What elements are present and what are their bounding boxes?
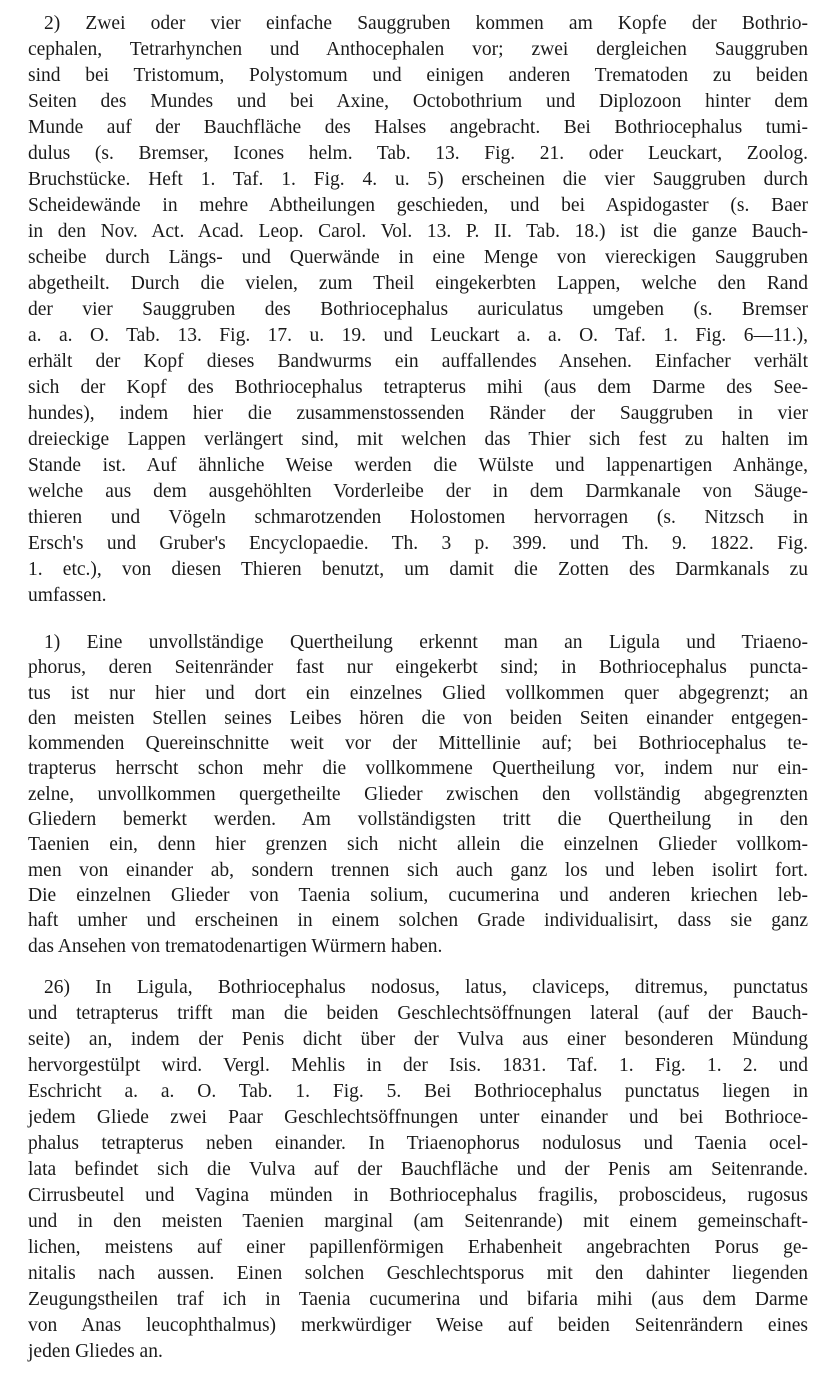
text-line: Die einzelnen Glieder von Taenia solium, cucumerina und anderen kriechen leb- <box>28 884 808 906</box>
text-line: phalus tetrapterus neben einander. In Triaenophorus nodulosus und Taenia ocel- <box>28 1133 808 1154</box>
text-line: phorus, deren Seitenränder fast nur eingekerbt sind; in Bothriocephalus puncta- <box>28 657 808 679</box>
text-line: in den Nov. Act. Acad. Leop. Carol. Vol. 13. P. II. Tab. 18.) ist die ganze Bauch- <box>28 221 808 242</box>
text-line: seite) an, indem der Penis dicht über der Vulva aus einer besonderen Mündung <box>28 1029 808 1050</box>
text-line: Scheidewände in mehre Abtheilungen geschieden, und bei Aspidogaster (s. Baer <box>28 195 808 216</box>
text-line: der vier Sauggruben des Bothriocephalus auriculatus umgeben (s. Bremser <box>28 299 808 320</box>
text-line: sich der Kopf des Bothriocephalus tetrapterus mihi (aus dem Darme des See- <box>28 377 808 398</box>
text-line: sind bei Tristomum, Polystomum und einigen anderen Trematoden zu beiden <box>28 65 808 86</box>
text-line: lata befindet sich die Vulva auf der Bauchfläche und der Penis am Seitenrande. <box>28 1159 808 1180</box>
footnote-26-paragraph <box>28 975 808 1365</box>
text-line: Eschricht a. a. O. Tab. 1. Fig. 5. Bei Bothriocephalus punctatus liegen in <box>28 1081 808 1102</box>
text-line: hervorgestülpt wird. Vergl. Mehlis in der Isis. 1831. Taf. 1. Fig. 1. 2. und <box>28 1055 808 1076</box>
footnote-2-paragraph <box>28 11 808 609</box>
text-line: Munde auf der Bauchfläche des Halses angebracht. Bei Bothriocephalus tumi- <box>28 117 808 138</box>
text-line: erhält der Kopf dieses Bandwurms ein auffallendes Ansehen. Einfacher verhält <box>28 351 808 372</box>
text-line: hundes), indem hier die zusammenstossenden Ränder der Sauggruben in vier <box>28 403 808 424</box>
text-line: jedem Gliede zwei Paar Geschlechtsöffnungen unter einander und bei Bothrioce- <box>28 1107 808 1128</box>
text-line: den meisten Stellen seines Leibes hören die von beiden Seiten einander entgegen- <box>28 707 808 729</box>
footnote-1-paragraph <box>28 630 808 959</box>
text-line: Cirrusbeutel und Vagina münden in Bothriocephalus fragilis, proboscideus, rugosus <box>28 1185 808 1206</box>
text-line: und in den meisten Taenien marginal (am Seitenrande) mit einem gemeinschaft- <box>28 1211 808 1232</box>
text-line: lichen, meistens auf einer papillenförmigen Erhabenheit angebrachten Porus ge- <box>28 1237 808 1258</box>
text-line: Taenien ein, denn hier grenzen sich nicht allein die einzelnen Glieder vollkom- <box>28 834 808 856</box>
text-line: tus ist nur hier und dort ein einzelnes Glied vollkommen quer abgegrenzt; an <box>28 682 808 704</box>
text-line: a. a. O. Tab. 13. Fig. 17. u. 19. und Leuckart a. a. O. Taf. 1. Fig. 6—11.), <box>28 325 808 346</box>
text-line: Zeugungstheilen traf ich in Taenia cucumerina und bifaria mihi (aus dem Darme <box>28 1289 808 1310</box>
text-line: scheibe durch Längs- und Querwände in eine Menge von viereckigen Sauggruben <box>28 247 808 268</box>
text-line: Bruchstücke. Heft 1. Taf. 1. Fig. 4. u. 5) erscheinen die vier Sauggruben durch <box>28 169 808 190</box>
text-line: Stande ist. Auf ähnliche Weise werden die Wülste und lappenartigen Anhänge, <box>28 455 808 476</box>
text-line: dulus (s. Bremser, Icones helm. Tab. 13. Fig. 21. oder Leuckart, Zoolog. <box>28 143 808 164</box>
text-line: zelne, unvollkommen quergetheilte Glieder zwischen den vollständig abgegrenzten <box>28 783 808 805</box>
text-line: kommenden Quereinschnitte weit vor der Mittellinie auf; bei Bothriocephalus te- <box>28 733 808 755</box>
text-line: 2) Zwei oder vier einfache Sauggruben kommen am Kopfe der Bothrio- <box>44 13 808 34</box>
text-line: 1. etc.), von diesen Thieren benutzt, um damit die Zotten des Darmkanals zu <box>28 559 808 580</box>
text-line: von Anas leucophthalmus) merkwürdiger Weise auf beiden Seitenrändern eines <box>28 1315 808 1336</box>
text-line: thieren und Vögeln schmarotzenden Holostomen hervorragen (s. Nitzsch in <box>28 507 808 528</box>
text-line: trapterus herrscht schon mehr die vollkommene Quertheilung vor, indem nur ein- <box>28 758 808 780</box>
text-line: das Ansehen von trematodenartigen Würmern haben. <box>28 935 443 957</box>
text-line: jeden Gliedes an. <box>28 1341 163 1362</box>
text-line: men von einander ab, sondern trennen sich auch ganz los und leben isolirt fort. <box>28 859 808 881</box>
text-line: abgetheilt. Durch die vielen, zum Theil eingekerbten Lappen, welche den Rand <box>28 273 808 294</box>
text-line: haft umher und erscheinen in einem solchen Grade individualisirt, dass sie ganz <box>28 910 808 932</box>
text-line: nitalis nach aussen. Einen solchen Geschlechtsporus mit den dahinter liegenden <box>28 1263 808 1284</box>
text-line: welche aus dem ausgehöhlten Vorderleibe der in dem Darmkanale von Säuge- <box>28 481 808 502</box>
text-line: 26) In Ligula, Bothriocephalus nodosus, latus, claviceps, ditremus, punctatus <box>44 977 808 998</box>
text-line: Ersch's und Gruber's Encyclopaedie. Th. 3 p. 399. und Th. 9. 1822. Fig. <box>28 533 808 554</box>
text-line: Gliedern bemerkt werden. Am vollständigsten tritt die Quertheilung in den <box>28 809 808 831</box>
text-line: 1) Eine unvollständige Quertheilung erkennt man an Ligula und Triaeno- <box>44 632 808 653</box>
text-line: dreieckige Lappen verlängert sind, mit welchen das Thier sich fest zu halten im <box>28 429 808 450</box>
text-line: umfassen. <box>28 585 107 606</box>
text-line: cephalen, Tetrarhynchen und Anthocephalen vor; zwei dergleichen Sauggruben <box>28 39 808 60</box>
text-line: Seiten des Mundes und bei Axine, Octobothrium und Diplozoon hinter dem <box>28 91 808 112</box>
text-line: und tetrapterus trifft man die beiden Geschlechtsöffnungen lateral (auf der Bauch- <box>28 1003 808 1024</box>
